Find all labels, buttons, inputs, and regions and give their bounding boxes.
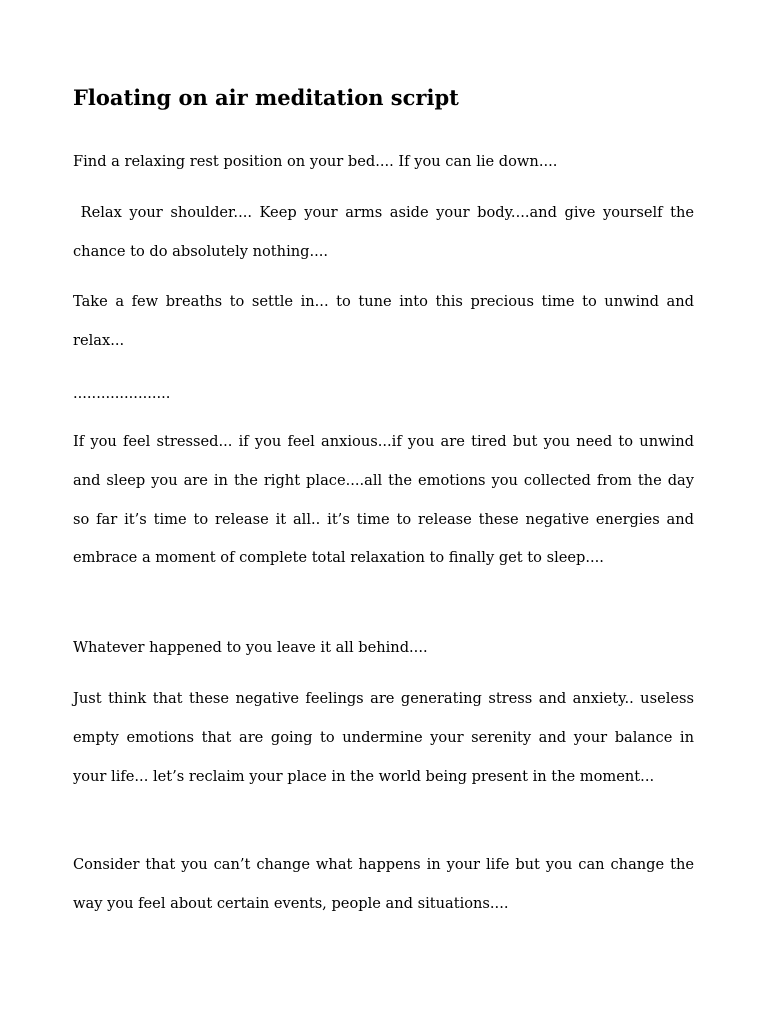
paragraph-consider-change: Consider that you can’t change what happens in your life but you can change the way you feel about certain events, people and situations.... <box>73 856 699 912</box>
paragraph-negative-feelings: Just think that these negative feelings are generating stress and anxiety.. useless empty emotions that are going to undermine your serenity and your balance in your life... let’s reclaim your place in the world being present in the moment... <box>73 690 699 785</box>
paragraph-dots-separator: ..................... <box>73 385 171 402</box>
paragraph-if-stressed: If you feel stressed... if you feel anxious...if you are tired but you need to unwind and sleep you are in the right place....all the emotions you collected from the day so far it’s time to release it all.. it’s time to release these negative energies and embrace a moment of complete total relaxation to finally get to sleep.... <box>73 433 699 567</box>
document-title: Floating on air meditation script <box>73 85 459 110</box>
paragraph-relax-shoulder: Relax your shoulder.... Keep your arms aside your body....and give yourself the chance to do absolutely nothing.... <box>73 204 699 260</box>
paragraph-take-breaths: Take a few breaths to settle in... to tune into this precious time to unwind and relax... <box>73 293 699 349</box>
paragraph-find-position: Find a relaxing rest position on your bed.... If you can lie down.... <box>73 153 558 170</box>
paragraph-leave-behind: Whatever happened to you leave it all behind.... <box>73 639 428 656</box>
